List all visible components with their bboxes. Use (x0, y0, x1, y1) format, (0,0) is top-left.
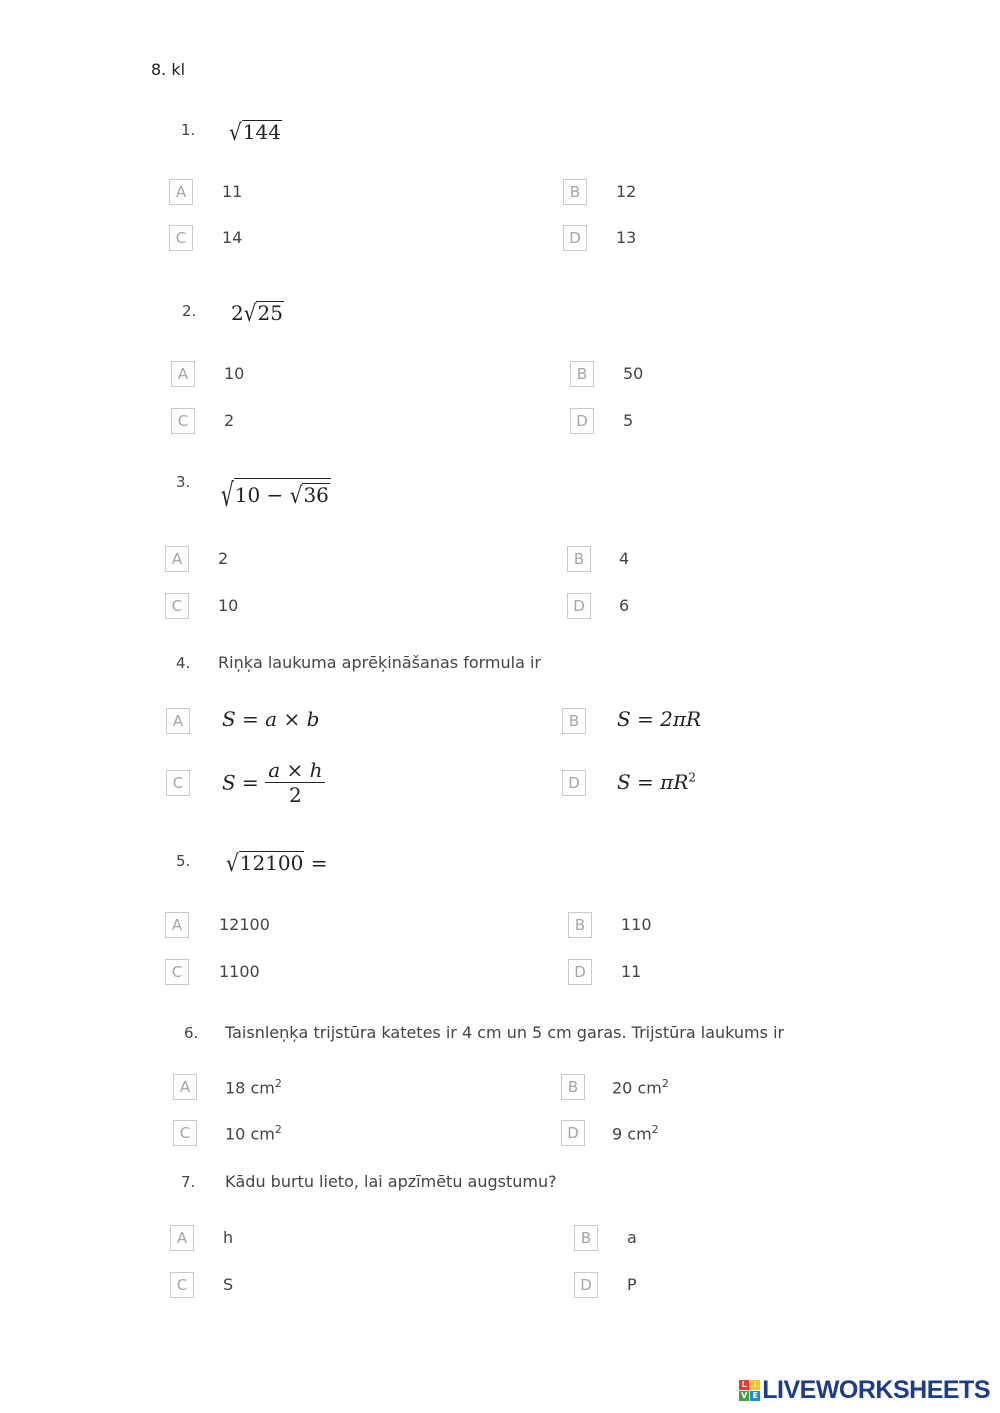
option-label-d: 11 (621, 962, 642, 981)
option-box-b[interactable]: B (561, 1074, 585, 1100)
option-box-b[interactable]: B (567, 546, 591, 572)
option-box-d[interactable]: D (563, 225, 587, 251)
option-label-b: a (627, 1228, 637, 1247)
option-label-b: 20 $cm^2$ (612, 1077, 669, 1098)
option-label-c: 10 $cm^2$ (225, 1123, 282, 1144)
option-box-d[interactable]: D (568, 959, 592, 985)
option-label-d: 9 $cm^2$ (612, 1123, 659, 1144)
logo-mark-cell: V (741, 1391, 748, 1400)
option-label-c: S (223, 1275, 234, 1294)
option-box-d[interactable]: D (567, 593, 591, 619)
option-box-b[interactable]: B (563, 179, 587, 205)
option-box-b[interactable]: B (562, 708, 586, 734)
question-expression: √10 − √36 (221, 475, 329, 515)
option-box-d[interactable]: D (562, 770, 586, 796)
option-box-c[interactable]: C (165, 959, 189, 985)
option-box-c[interactable]: C (171, 408, 195, 434)
option-label-a: S = a × b (222, 707, 320, 731)
option-box-d[interactable]: D (561, 1120, 585, 1146)
logo-mark-cell: E (750, 1391, 760, 1401)
question-text: Riņķa laukuma aprēķināšanas formula ir (218, 653, 541, 672)
option-box-a[interactable]: A (165, 546, 189, 572)
option-box-c[interactable]: C (170, 1272, 194, 1298)
option-label-a: 10 (224, 364, 245, 383)
option-label-b: 12 (616, 182, 637, 201)
question-number: 2. (182, 302, 197, 320)
question-expression: 2√25 (231, 299, 283, 327)
option-label-a: 2 (218, 549, 229, 568)
option-box-c[interactable]: C (173, 1120, 197, 1146)
option-box-a[interactable]: A (171, 361, 195, 387)
option-label-a: 11 (222, 182, 243, 201)
question-number: 4. (176, 654, 191, 672)
liveworksheets-logo (739, 1376, 990, 1405)
option-box-c[interactable]: C (169, 225, 193, 251)
option-label-d: 13 (616, 228, 637, 247)
option-label-a: h (223, 1228, 234, 1247)
option-box-a[interactable]: A (165, 912, 189, 938)
question-expression: √144 (229, 118, 281, 146)
question-number: 5. (176, 852, 191, 870)
question-text: Taisnleņķa trijstūra katetes ir 4 cm un 5 cm garas. Trijstūra laukums ir (225, 1023, 785, 1042)
page-title: 8. kl (151, 60, 186, 79)
option-label-c: 14 (222, 228, 243, 247)
option-box-c[interactable]: C (166, 770, 190, 796)
option-label-c: 2 (224, 411, 235, 430)
option-label-a: 12100 (219, 915, 270, 934)
option-label-b: 4 (619, 549, 630, 568)
option-label-d: P (627, 1275, 637, 1294)
option-label-c: 10 (218, 596, 239, 615)
logo-mark-icon (739, 1380, 760, 1401)
option-label-b: S = 2πR (617, 707, 702, 731)
option-label-d: $S = \pi R^2$ (617, 770, 697, 794)
option-box-b[interactable]: B (570, 361, 594, 387)
question-number: 1. (181, 121, 196, 139)
option-label-b: 50 (623, 364, 644, 383)
question-number: 6. (184, 1024, 199, 1042)
option-box-b[interactable]: B (574, 1225, 598, 1251)
option-box-d[interactable]: D (574, 1272, 598, 1298)
option-box-a[interactable]: A (173, 1074, 197, 1100)
option-label-c: S = $\frac{a \times h}{2}$ (222, 758, 325, 807)
option-box-b[interactable]: B (568, 912, 592, 938)
option-box-a[interactable]: A (170, 1225, 194, 1251)
option-label-b: 110 (621, 915, 652, 934)
option-label-c: 1100 (219, 962, 260, 981)
logo-text: LIVEWORKSHEETS (762, 1376, 990, 1404)
option-box-a[interactable]: A (166, 708, 190, 734)
option-label-d: 6 (619, 596, 630, 615)
question-expression: √12100 = (226, 849, 328, 877)
logo-mark-cell: I (750, 1380, 760, 1390)
logo-mark-cell: L (739, 1380, 749, 1390)
question-number: 3. (176, 473, 191, 491)
option-label-d: 5 (623, 411, 634, 430)
option-box-d[interactable]: D (570, 408, 594, 434)
option-label-a: 18 $cm^2$ (225, 1077, 282, 1098)
question-text: Kādu burtu lieto, lai apzīmētu augstumu? (225, 1172, 557, 1191)
question-number: 7. (181, 1173, 196, 1191)
option-box-a[interactable]: A (169, 179, 193, 205)
option-box-c[interactable]: C (165, 593, 189, 619)
